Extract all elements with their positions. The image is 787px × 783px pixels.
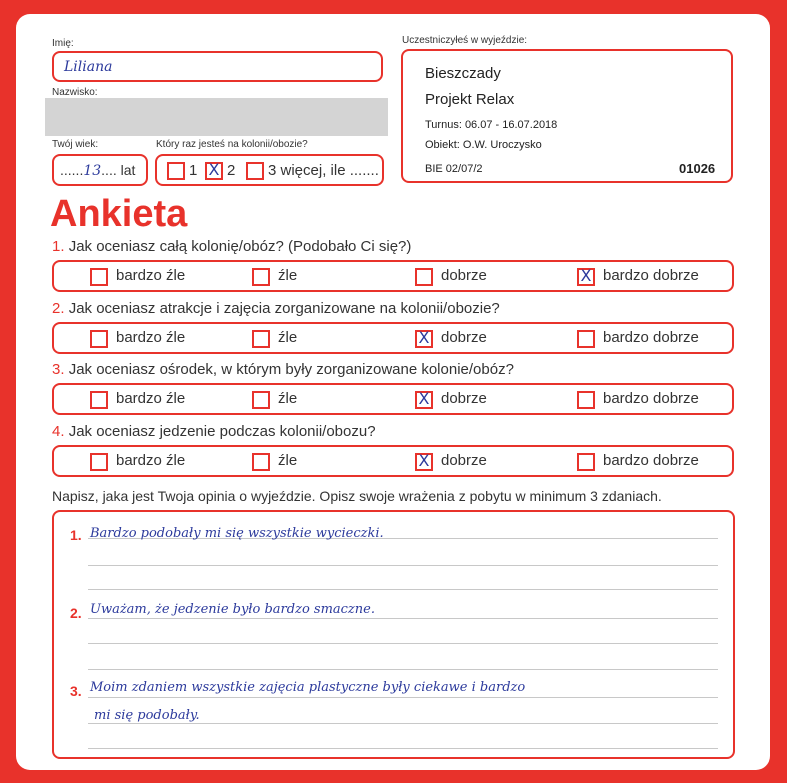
question-3-checkbox-1[interactable]: [90, 391, 108, 409]
question-4-checkbox-3[interactable]: [415, 453, 433, 471]
question-1: [52, 238, 411, 255]
question-text: Jak oceniasz jedzenie podczas kolonii/obozu?: [68, 423, 376, 440]
option-label: źle: [278, 267, 298, 284]
question-3-checkbox-3[interactable]: [415, 391, 433, 409]
question-number: 3.: [52, 361, 65, 378]
ktory-field: [155, 154, 384, 186]
wiek-label: Twój wiek:: [52, 139, 99, 150]
question-text: Jak oceniasz atrakcje i zajęcia zorganizowane na kolonii/obozie?: [68, 300, 500, 317]
question-number: 2.: [52, 300, 65, 317]
option-label: dobrze: [441, 329, 487, 346]
question-1-checkbox-1[interactable]: [90, 268, 108, 286]
question-4: [52, 423, 376, 440]
ktory-option-3: 3 więcej, ile .......: [268, 162, 379, 179]
option-label: bardzo źle: [116, 390, 186, 407]
wiek-field[interactable]: [52, 154, 148, 186]
option-label: dobrze: [441, 452, 487, 469]
ktory-check-mark: X: [208, 160, 220, 179]
option-label: bardzo dobrze: [603, 267, 699, 284]
opinion-line: [88, 748, 718, 749]
trip-number: 01026: [679, 161, 716, 176]
question-2-checkbox-2[interactable]: [252, 330, 270, 348]
question-text: Jak oceniasz całą kolonię/obóz? (Podobało Ci się?): [68, 238, 412, 255]
question-1-checkbox-3[interactable]: [415, 268, 433, 286]
ktory-checkbox-2[interactable]: [205, 162, 223, 180]
ktory-label: Który raz jesteś na kolonii/obozie?: [156, 139, 308, 150]
option-label: bardzo dobrze: [603, 329, 699, 346]
trip-box: [401, 49, 733, 183]
ktory-checkbox-1[interactable]: [167, 162, 185, 180]
answer-3-text-line2: mi się podobały.: [94, 708, 200, 723]
question-3-checkbox-4[interactable]: [577, 391, 595, 409]
option-label: dobrze: [441, 390, 487, 407]
question-4-options: [52, 445, 734, 477]
check-mark: X: [580, 266, 592, 285]
question-number: 4.: [52, 423, 65, 440]
question-3: [52, 361, 514, 378]
answer-2-text: Uważam, że jedzenie było bardzo smaczne.: [90, 602, 375, 617]
answer-3-number: 3.: [70, 683, 82, 699]
ktory-option-1: 1: [189, 162, 198, 179]
answer-1-number: 1.: [70, 527, 82, 543]
check-mark: X: [418, 328, 430, 347]
ktory-checkbox-3[interactable]: [246, 162, 264, 180]
answer-2-number: 2.: [70, 605, 82, 621]
option-label: bardzo źle: [116, 452, 186, 469]
opinion-line: [88, 618, 718, 619]
imie-label: Imię:: [52, 38, 74, 49]
question-2-checkbox-4[interactable]: [577, 330, 595, 348]
question-3-options: [52, 383, 734, 415]
trip-place: Bieszczady: [425, 65, 501, 82]
trip-code: BIE 02/07/2: [425, 163, 483, 175]
answer-1-text: Bardzo podobały mi się wszystkie wycieczki.: [90, 526, 384, 541]
survey-title: Ankieta: [50, 193, 188, 235]
opinion-line: [88, 723, 718, 724]
question-2: [52, 300, 500, 317]
question-4-checkbox-4[interactable]: [577, 453, 595, 471]
trip-turnus: Turnus: 06.07 - 16.07.2018: [425, 119, 558, 131]
opinion-prompt: Napisz, jaka jest Twoja opinia o wyjeździe. Opisz swoje wrażenia z pobytu w minimum 3 zdaniach.: [52, 488, 662, 504]
question-4-checkbox-2[interactable]: [252, 453, 270, 471]
option-label: bardzo źle: [116, 267, 186, 284]
question-1-checkbox-2[interactable]: [252, 268, 270, 286]
question-1-checkbox-4[interactable]: [577, 268, 595, 286]
opinion-box[interactable]: [52, 510, 735, 759]
imie-field[interactable]: [52, 51, 383, 82]
trip-label: Uczestniczyłeś w wyjeździe:: [402, 35, 528, 46]
option-label: bardzo źle: [116, 329, 186, 346]
question-1-options: [52, 260, 734, 292]
question-3-checkbox-2[interactable]: [252, 391, 270, 409]
option-label: źle: [278, 329, 298, 346]
question-2-checkbox-3[interactable]: [415, 330, 433, 348]
opinion-line: [88, 565, 718, 566]
question-number: 1.: [52, 238, 65, 255]
option-label: bardzo dobrze: [603, 452, 699, 469]
wiek-suffix: .... lat: [101, 162, 136, 178]
wiek-dots: ......: [60, 162, 84, 178]
imie-value: Liliana: [64, 59, 113, 75]
opinion-line: [88, 589, 718, 590]
option-label: źle: [278, 452, 298, 469]
nazwisko-label: Nazwisko:: [52, 87, 98, 98]
question-4-checkbox-1[interactable]: [90, 453, 108, 471]
check-mark: X: [418, 451, 430, 470]
ktory-option-2: 2: [227, 162, 236, 179]
opinion-line: [88, 669, 718, 670]
question-2-options: [52, 322, 734, 354]
opinion-line: [88, 643, 718, 644]
check-mark: X: [418, 389, 430, 408]
opinion-line: [88, 697, 718, 698]
answer-3-text: Moim zdaniem wszystkie zajęcia plastyczne były ciekawe i bardzo: [90, 680, 526, 695]
trip-program: Projekt Relax: [425, 91, 515, 108]
question-2-checkbox-1[interactable]: [90, 330, 108, 348]
nazwisko-redacted: [45, 98, 388, 136]
wiek-value: 13: [83, 163, 102, 179]
trip-obiekt: Obiekt: O.W. Uroczysko: [425, 139, 542, 151]
option-label: dobrze: [441, 267, 487, 284]
option-label: bardzo dobrze: [603, 390, 699, 407]
option-label: źle: [278, 390, 298, 407]
question-text: Jak oceniasz ośrodek, w którym były zorganizowane kolonie/obóz?: [68, 361, 514, 378]
